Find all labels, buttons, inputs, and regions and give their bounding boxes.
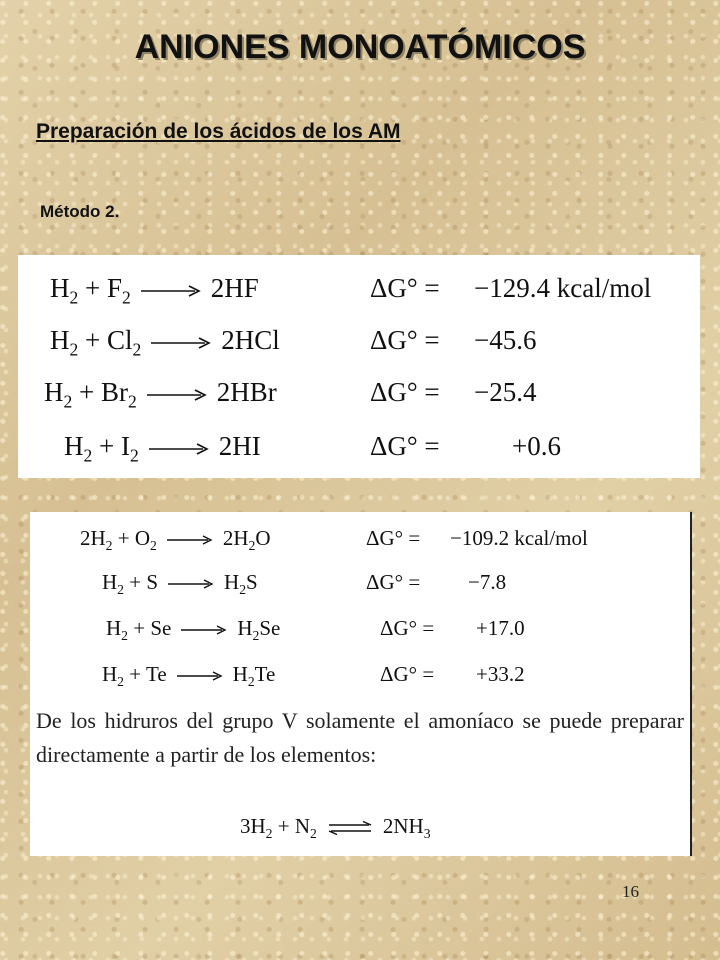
delta-g-value: +0.6 — [512, 431, 561, 461]
delta-g-value: −129.4 kcal/mol — [474, 273, 652, 303]
reaction-arrow-icon — [151, 337, 211, 349]
equilibrium-arrow-icon — [327, 821, 373, 835]
delta-g-label: ΔG° = — [380, 662, 435, 686]
delta-g-value: +33.2 — [476, 662, 525, 686]
reaction-equation: $H_2 + F_2$ 2HF — [50, 273, 259, 308]
delta-g-label: ΔG° = — [370, 377, 440, 407]
ammonia-note: De los hidruros del grupo V solamente el amoníaco se puede preparar directamente a partir de los elementos: — [36, 708, 684, 767]
chalcogen-reactions-panel — [30, 512, 692, 856]
delta-g-label: ΔG° = — [370, 431, 440, 461]
reaction-equation: $2H_2 + O_2$ $2H_2O$ — [80, 526, 271, 554]
reaction-arrow-icon — [168, 579, 214, 589]
delta-g-label: ΔG° = — [370, 325, 440, 355]
delta-g-value: +17.0 — [476, 616, 525, 640]
delta-g-label: ΔG° = — [380, 616, 435, 640]
reaction-arrow-icon — [147, 389, 207, 401]
reaction-arrow-icon — [149, 443, 209, 455]
method-label: Método 2. — [40, 202, 120, 221]
reaction-arrow-icon — [181, 625, 227, 635]
delta-g-value: −7.8 — [468, 570, 507, 594]
delta-g-value: −109.2 kcal/mol — [450, 526, 588, 550]
ammonia-equation: $3H_2 + N_2$ $2NH_3$ — [240, 814, 431, 842]
section-subtitle: Preparación de los ácidos de los AM — [36, 120, 401, 143]
halogen-reactions-panel — [18, 255, 700, 478]
delta-g-label: ΔG° = — [366, 570, 421, 594]
reaction-arrow-icon — [167, 535, 213, 545]
delta-g-label: ΔG° = — [370, 273, 440, 303]
reaction-equation: $H_2 + Br_2$ 2HBr — [44, 377, 277, 412]
reaction-equation: $H_2 + I_2$ 2HI — [64, 431, 261, 466]
reaction-equation: $H_2 + Se$ $H_2Se$ — [106, 616, 281, 644]
delta-g-value: −45.6 — [474, 325, 537, 355]
reaction-equation: $H_2 + Te$ $H_2Te$ — [102, 662, 276, 690]
reaction-arrow-icon — [177, 671, 223, 681]
delta-g-value: −25.4 — [474, 377, 537, 407]
reaction-arrow-icon — [141, 285, 201, 297]
slide-title: ANIONES MONOATÓMICOS — [134, 28, 586, 66]
delta-g-label: ΔG° = — [366, 526, 421, 550]
page-number: 16 — [622, 882, 639, 901]
reaction-equation: $H_2 + S$ $H_2S$ — [102, 570, 258, 598]
reaction-equation: $H_2 + Cl_2$ 2HCl — [50, 325, 280, 360]
